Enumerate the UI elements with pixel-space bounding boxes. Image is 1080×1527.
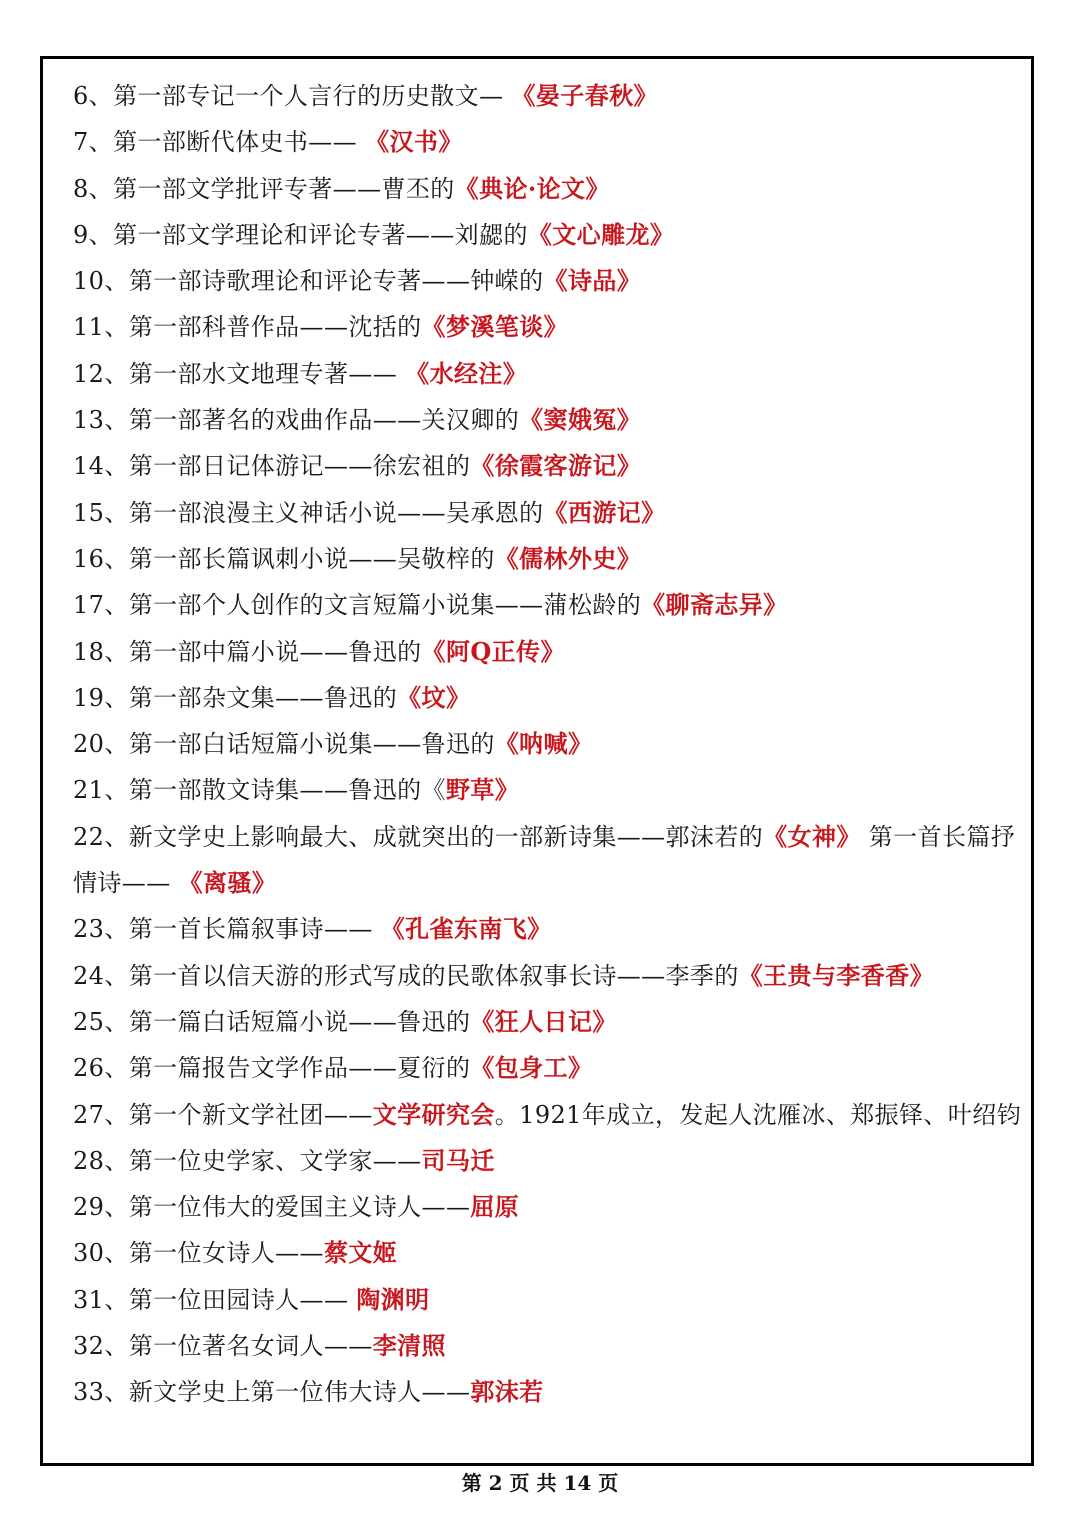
entry-text: 20、第一部白话短篇小说集——鲁迅的 [73,730,495,759]
entry-text: 23、第一首长篇叙事诗—— [73,915,381,944]
list-item [73,258,1033,304]
entry-highlight-second: 《离骚》 [178,868,277,898]
entry-highlight: 野草》 [445,775,520,805]
entry-highlight: 《坟》 [397,682,471,712]
entry-highlight: 《汉书》 [365,127,463,157]
entry-highlight: 《徐霞客游记》 [470,451,642,481]
entry-text: 14、第一部日记体游记——徐宏祖的 [73,452,471,481]
entry-highlight: 司马迁 [421,1145,495,1175]
entry-highlight: 《包身工》 [470,1053,593,1083]
entry-highlight: 李清照 [372,1331,446,1361]
entry-text: 11、第一部科普作品——沈括的 [73,313,422,342]
entry-text: 7、第一部断代体史书—— [73,128,366,157]
entry-text: 24、第一首以信天游的形式写成的民歌体叙事长诗——李季的 [73,961,739,990]
page-frame [40,56,1034,1466]
list-item [73,906,1033,952]
entry-highlight: 陶渊明 [356,1284,430,1314]
entry-text: 28、第一位史学家、文学家—— [73,1146,422,1175]
entry-highlight: 《聊斋志异》 [641,590,788,620]
entry-text: 32、第一位著名女词人—— [73,1332,373,1361]
entry-highlight: 《西游记》 [543,497,666,527]
list-item [73,166,1033,212]
entry-highlight: 《文心雕龙》 [527,219,675,249]
entry-text: 12、第一部水文地理专著—— [73,359,406,388]
list-item [73,582,1033,628]
list-item [73,953,1033,999]
list-item [73,351,1033,397]
entry-highlight: 《儒林外史》 [494,543,642,573]
list-item [73,1369,1033,1415]
entry-highlight: 《典论·论文》 [454,173,610,203]
entry-text: 19、第一部杂文集——鲁迅的 [73,683,398,712]
list-item [73,1138,1033,1184]
page-number-footer: 第 2 页 共 14 页 [461,1471,619,1495]
list-item [73,490,1033,536]
list-item [73,814,1033,907]
entry-highlight: 《梦溪笔谈》 [421,312,568,342]
list-item [73,721,1033,767]
entry-text: 26、第一篇报告文学作品——夏衍的 [73,1054,471,1083]
entry-list [73,73,1033,1416]
entry-text: 16、第一部长篇讽刺小说——吴敬梓的 [73,544,495,573]
list-item [73,1092,1033,1138]
entry-highlight: 《诗品》 [543,266,642,296]
list-item [73,1184,1033,1230]
entry-highlight: 《王贵与李香香》 [738,960,934,990]
entry-text-continued: 。1921年成立，发起人沈雁冰、郑振铎、叶绍钧 [494,1100,1022,1129]
entry-highlight: 《窦娥冤》 [519,405,642,435]
entry-text: 22、新文学史上影响最大、成就突出的一部新诗集——郭沫若的 [73,822,764,851]
list-item [73,397,1033,443]
entry-highlight: 蔡文姬 [323,1238,398,1268]
entry-highlight: 郭沫若 [470,1377,544,1407]
list-item [73,443,1033,489]
entry-text: 15、第一部浪漫主义神话小说——吴承恩的 [73,498,544,527]
entry-highlight: 《阿Q正传》 [421,636,565,666]
entry-text-continued: 第一首长篇抒情诗—— [73,822,1016,898]
entry-text: 13、第一部著名的戏曲作品——关汉卿的 [73,406,520,435]
list-item [73,675,1033,721]
list-item [73,119,1033,165]
list-item [73,1230,1033,1276]
entry-text: 29、第一位伟大的爱国主义诗人—— [73,1193,471,1222]
entry-text: 21、第一部散文诗集——鲁迅的《 [73,776,446,805]
entry-highlight: 《孔雀东南飞》 [380,914,552,944]
entry-text: 25、第一篇白话短篇小说——鲁迅的 [73,1007,471,1036]
entry-highlight: 《晏子春秋》 [511,81,658,110]
entry-text: 33、新文学史上第一位伟大诗人—— [73,1378,471,1407]
entry-highlight: 文学研究会 [372,1099,495,1129]
entry-text: 8、第一部文学批评专著——曹丕的 [73,174,455,203]
entry-text: 10、第一部诗歌理论和评论专著——钟嵘的 [73,267,544,296]
entry-highlight: 《狂人日记》 [470,1006,617,1036]
entry-text: 30、第一位女诗人—— [73,1239,324,1268]
entry-text: 31、第一位田园诗人—— [73,1285,357,1314]
entry-highlight: 《呐喊》 [494,729,593,759]
entry-text: 9、第一部文学理论和评论专著——刘勰的 [73,220,528,249]
list-item [73,536,1033,582]
entry-text: 6、第一部专记一个人言行的历史散文— [73,82,512,110]
list-item [73,73,1033,119]
entry-highlight: 《水经注》 [405,358,528,388]
list-item [73,767,1033,813]
list-item [73,629,1033,675]
entry-text: 17、第一部个人创作的文言短篇小说集——蒲松龄的 [73,591,642,620]
entry-text: 18、第一部中篇小说——鲁迅的 [73,637,422,666]
list-item [73,999,1033,1045]
list-item [73,1323,1033,1369]
list-item [73,212,1033,258]
list-item [73,1277,1033,1323]
entry-text: 27、第一个新文学社团—— [73,1100,373,1129]
list-item [73,1045,1033,1091]
list-item [73,304,1033,350]
entry-highlight: 屈原 [470,1192,520,1222]
entry-highlight: 《女神》 [763,821,861,851]
